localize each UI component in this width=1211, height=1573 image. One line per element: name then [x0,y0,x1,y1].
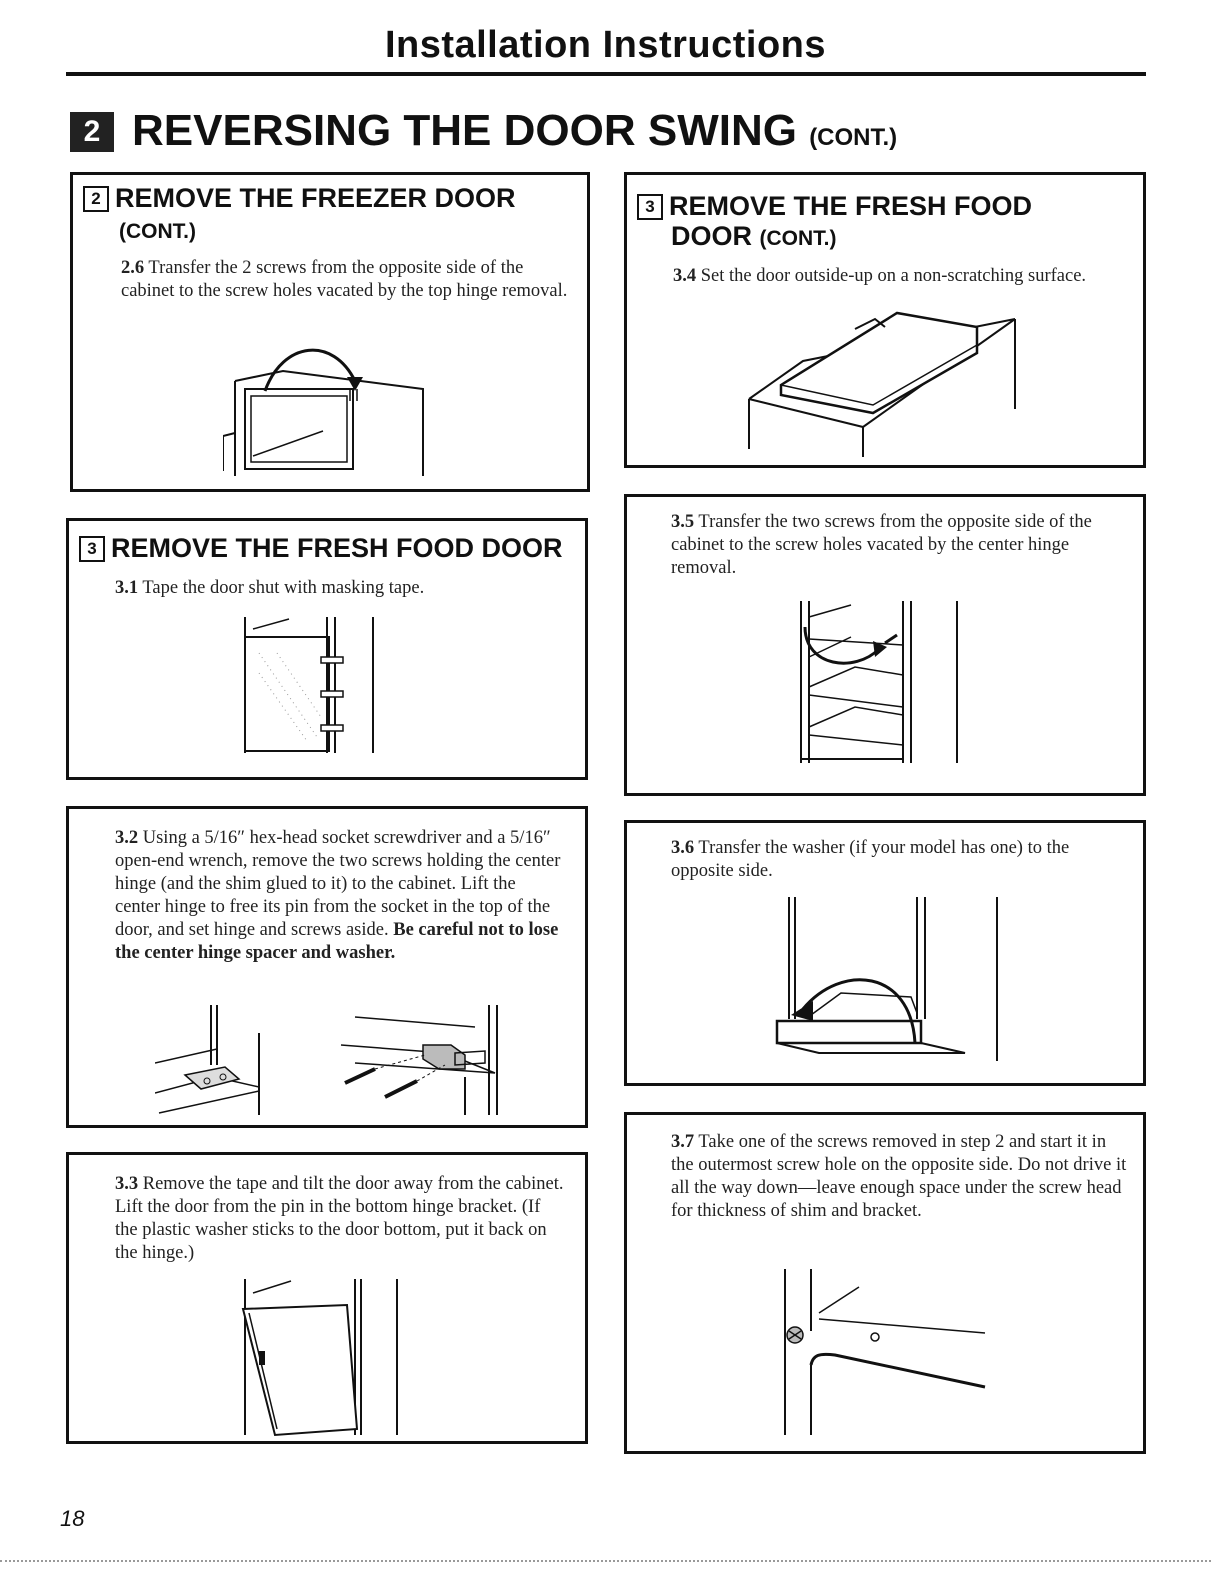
panel-fresh-food-door-3-3 [66,1152,588,1444]
step-text [115,827,565,965]
panel-heading [637,191,1032,221]
section-title-suffix: (CONT.) [809,124,898,151]
heading-text: REMOVE THE FRESH FOOD DOOR [111,533,563,563]
step-text [121,257,571,303]
step-id: 3.7 [671,1132,695,1152]
panel-heading [79,533,563,563]
step-id: 3.1 [115,578,139,598]
bottom-rule [0,1560,1211,1562]
panel-fresh-food-door-3-7 [624,1112,1146,1454]
step-body: Remove the tape and tilt the door away from the cabinet. Lift the door from the pin in the bottom hinge bracket. (If the plastic washer sticks to the door bottom, put it back on the hinge.) [115,1174,564,1263]
title-rule [66,72,1146,76]
step-text [671,1131,1131,1223]
illustration-freezer-top [223,341,443,481]
step-body: Tape the door shut with masking tape. [142,578,425,598]
heading-text: REMOVE THE FRESH FOOD [669,191,1033,221]
panel-fresh-food-door-3-6 [624,820,1146,1086]
panel-fresh-food-door-3-1 [66,518,588,780]
step-id: 3.2 [115,828,139,848]
illustration-tilt-door [237,1279,407,1437]
step-number-box: 2 [83,186,109,212]
step-id: 2.6 [121,258,145,278]
step-body: Take one of the screws removed in step 2 and start it in the outermost screw hole on the opposite side. Do not drive it all the way down—leave enough space under the screw head for thickness of shim and bracket. [671,1132,1127,1221]
page-number: 18 [60,1506,85,1531]
illustration-center-screw-transfer [795,597,975,767]
step-text [115,1173,565,1265]
illustration-start-screw [775,1265,1005,1445]
panel-fresh-food-door-3-4 [624,172,1146,468]
step-id: 3.4 [673,266,697,286]
page-title: Installation Instructions [384,24,827,66]
step-number-box: 3 [79,536,105,562]
step-body: Transfer the two screws from the opposite side of the cabinet to the screw holes vacated by the center hinge removal. [671,512,1092,578]
step-body: Set the door outside-up on a non-scratching surface. [700,266,1087,286]
step-id: 3.5 [671,512,695,532]
step-id: 3.6 [671,838,695,858]
panel-fresh-food-door-3-2 [66,806,588,1128]
section-title-text: REVERSING THE DOOR SWING [132,106,797,155]
illustration-door-on-cabinet [745,309,1025,459]
step-text [115,577,565,600]
panel-fresh-food-door-3-5 [624,494,1146,796]
illustration-taped-door [237,617,387,757]
heading-text-2: DOOR [671,221,752,251]
step-text [671,511,1131,580]
panel-freezer-door [70,172,590,492]
step-number-box: 3 [637,194,663,220]
section-title [132,106,897,156]
panel-heading-line2 [671,221,837,254]
step-body: Using a 5/16″ hex-head socket screwdriver and a 5/16″ open-end wrench, remove the two screws holding the center hinge (and the shim glued to it) to the cabinet. Lift the center hinge to free its pin from the socket in the top of the door, and set hinge and screws aside. [115,828,561,940]
section-number-badge: 2 [70,112,114,152]
step-body: Transfer the 2 screws from the opposite side of the cabinet to the screw holes vacated by the top hinge removal. [121,258,568,301]
heading-text: REMOVE THE FREEZER DOOR [115,183,516,213]
warning-text: Be careful not to lose the center hinge spacer and washer. [115,920,559,963]
heading-cont: (CONT.) [759,227,837,250]
illustration-washer-transfer [771,893,1011,1073]
step-body: Transfer the washer (if your model has one) to the opposite side. [671,838,1070,881]
panel-heading [83,183,516,213]
illustration-center-hinge-removal [155,1005,515,1120]
step-text [671,837,1131,883]
step-text [673,265,1123,288]
step-id: 3.3 [115,1174,139,1194]
heading-cont: (CONT.) [119,220,196,243]
